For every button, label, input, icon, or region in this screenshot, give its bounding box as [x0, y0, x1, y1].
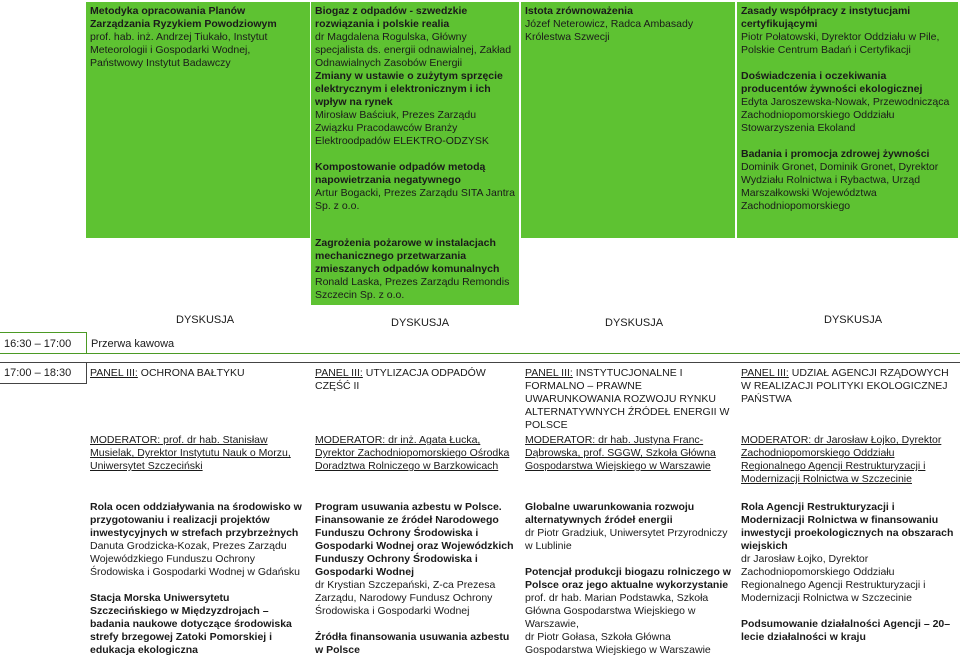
- break-time: 16:30 – 17:00: [4, 338, 72, 350]
- talk-title: Zmiany w ustawie o zużytym sprzęcie elektrycznym i elektronicznym i ich wpływ na rynek: [315, 70, 503, 108]
- panel-4-title: PANEL III: UDZIAŁ AGENCJI RZĄDOWYCH W REALIZACJI POLITYKI EKOLOGICZNEJ PAŃSTWA: [741, 367, 949, 405]
- talk-speaker: prof. dr hab. Marian Podstawka, Szkoła Główna Gospodarstwa Wiejskiego w Warszawie, dr Piotr Gołasa, Szkoła Główna Gospodarstwa Wiejskiego w Warszawie: [525, 592, 711, 656]
- talk-title: Istota zrównoważenia: [525, 5, 633, 17]
- talk-title: Program usuwania azbestu w Polsce. Finansowanie ze źródeł Narodowego Funduszu Ochrony Środowiska i Gospodarki Wodnej oraz Wojewódzkich Funduszy Ochrony Środowiska i Gospodarki Wodnej: [315, 501, 514, 578]
- session-col2: [311, 499, 519, 659]
- talk-speaker: dr Magdalena Rogulska, Główny specjalista ds. energii odnawialnej, Zakład Odnawialnych Zasobów Energii: [315, 31, 512, 69]
- break-label: Przerwa kawowa: [91, 338, 175, 350]
- talk-speaker: Edyta Jaroszewska-Nowak, Przewodnicząca Zachodniopomorskiego Oddziału Stowarzyszenia Ekoland: [741, 96, 950, 134]
- talk-title: Kompostowanie odpadów metodą napowietrzania negatywnego: [315, 161, 486, 186]
- discussion-label: DYSKUSJA: [391, 317, 450, 329]
- discussion-label: DYSKUSJA: [605, 317, 664, 329]
- talk-title: Zagrożenia pożarowe w instalacjach mechanicznego przetwarzania zmieszanych odpadów komunalnych: [315, 237, 500, 275]
- session-col4: [737, 499, 958, 646]
- talk-speaker: Dominik Gronet, Dominik Gronet, Dyrektor Wydziału Rolnictwa i Rybactwa, Urząd Marszałkowski Województwa Zachodniopomorskiego: [741, 161, 939, 212]
- discussion-label: DYSKUSJA: [824, 314, 883, 326]
- moderator: MODERATOR: dr hab. Justyna Franc-Dąbrowska, prof. SGGW, Szkoła Główna Gospodarstwa Wiejskiego w Warszawie: [525, 434, 716, 472]
- talk-speaker: Ronald Laska, Prezes Zarządu Remondis Szczecin Sp. z o.o.: [315, 276, 510, 301]
- talk-title: Podsumowanie działalności Agencji – 20–lecie działalności w kraju: [741, 618, 951, 643]
- talk-speaker: Piotr Połatowski, Dyrektor Oddziału w Pile, Polskie Centrum Badań i Certyfikacji: [741, 31, 940, 56]
- top-col1: [86, 3, 310, 72]
- session-col3: [521, 499, 735, 659]
- talk-title: Potencjał produkcji biogazu rolniczego w Polsce oraz jego aktualne wykorzystanie: [525, 566, 731, 591]
- talk-speaker: dr Jarosław Łojko, Dyrektor Zachodniopomorskiego Oddziału Regionalnego Agencji Restrukturyzacji i Modernizacji Rolnictwa w Szczecinie: [741, 553, 926, 604]
- talk-speaker: Artur Bogacki, Prezes Zarządu SITA Jantra Sp. z o.o.: [315, 187, 515, 212]
- talk-title: Doświadczenia i oczekiwania producentów żywności ekologicznej: [741, 70, 923, 95]
- talk-speaker: Mirosław Baściuk, Prezes Zarządu Związku Pracodawców Branży Elektroodpadów ELEKTRO-ODZYSK: [315, 109, 489, 147]
- talk-title: Rola ocen oddziaływania na środowisko w przygotowaniu i realizacji projektów inwestycyjnych w strefach przybrzeżnych: [90, 501, 302, 539]
- moderator: MODERATOR: dr inż. Agata Łucka, Dyrektor Zachodniopomorskiego Ośrodka Doradztwa Rolniczego w Barzkowicach: [315, 434, 510, 472]
- talk-speaker: Danuta Grodzicka-Kozak, Prezes Zarządu Wojewódzkiego Funduszu Ochrony Środowiska i Gospodarki Wodnej w Gdańsku: [90, 540, 300, 578]
- talk-title: Źródła finansowania usuwania azbestu w Polsce: [315, 631, 510, 656]
- session-time: 17:00 – 18:30: [4, 367, 72, 379]
- talk-title: Biogaz z odpadów - szwedzkie rozwiązania i polskie realia: [315, 5, 468, 30]
- talk-title: Rola Agencji Restrukturyzacji i Modernizacji Rolnictwa w finansowaniu inwestycji proekologicznych na obszarach wiejskich: [741, 501, 954, 552]
- talk-title: Stacja Morska Uniwersytetu Szczecińskiego w Międzyzdrojach – badania naukowe dotyczące środowiska strefy brzegowej Zatoki Pomorskiej i edukacja ekologiczna: [90, 592, 292, 656]
- top-col4: [737, 3, 958, 215]
- top-col3: [521, 3, 735, 46]
- talk-speaker: prof. hab. inż. Andrzej Tiukało, Instytut Meteorologii i Gospodarki Wodnej, Państwowy Instytut Badawczy: [90, 31, 268, 69]
- talk-speaker: Józef Neterowicz, Radca Ambasady Królestwa Szwecji: [525, 18, 694, 43]
- panel-1-title: PANEL III: OCHRONA BAŁTYKU: [90, 367, 245, 379]
- talk-speaker: dr Krystian Szczepański, Z-ca Prezesa Zarządu, Narodowy Fundusz Ochrony Środowiska i Gospodarki Wodnej: [315, 579, 496, 617]
- moderator: MODERATOR: dr Jarosław Łojko, Dyrektor Zachodniopomorskiego Oddziału Regionalnego Agencji Restrukturyzacji i Modernizacji Rolnictwa w Szczecinie: [741, 434, 942, 485]
- talk-title: Globalne uwarunkowania rozwoju alternatywnych źródeł energii: [525, 501, 695, 526]
- talk-title: Zasady współpracy z instytucjami certyfikującymi: [741, 5, 911, 30]
- panel-2-title: PANEL III: UTYLIZACJA ODPADÓW CZĘŚĆ II: [315, 367, 486, 392]
- top-col2-extra: [311, 235, 519, 304]
- talk-title: Metodyka opracowania Planów Zarządzania Ryzykiem Powodziowym: [90, 5, 277, 30]
- discussion-label: DYSKUSJA: [176, 314, 235, 326]
- panel-3-title: PANEL III: INSTYTUCJONALNE I FORMALNO – PRAWNE UWARUNKOWANIA ROZWOJU RYNKU ALTERNATYWNYCH ŹRÓDEŁ ENERGII W POLSCE: [525, 367, 730, 431]
- session-col1: [86, 499, 310, 659]
- top-col2: [311, 3, 519, 215]
- talk-title: Badania i promocja zdrowej żywności: [741, 148, 930, 160]
- talk-speaker: dr Piotr Gradziuk, Uniwersytet Przyrodniczy w Lublinie: [525, 527, 728, 552]
- moderator: MODERATOR: prof. dr hab. Stanisław Musielak, Dyrektor Instytutu Nauk o Morzu, Uniwersytet Szczeciński: [90, 434, 291, 472]
